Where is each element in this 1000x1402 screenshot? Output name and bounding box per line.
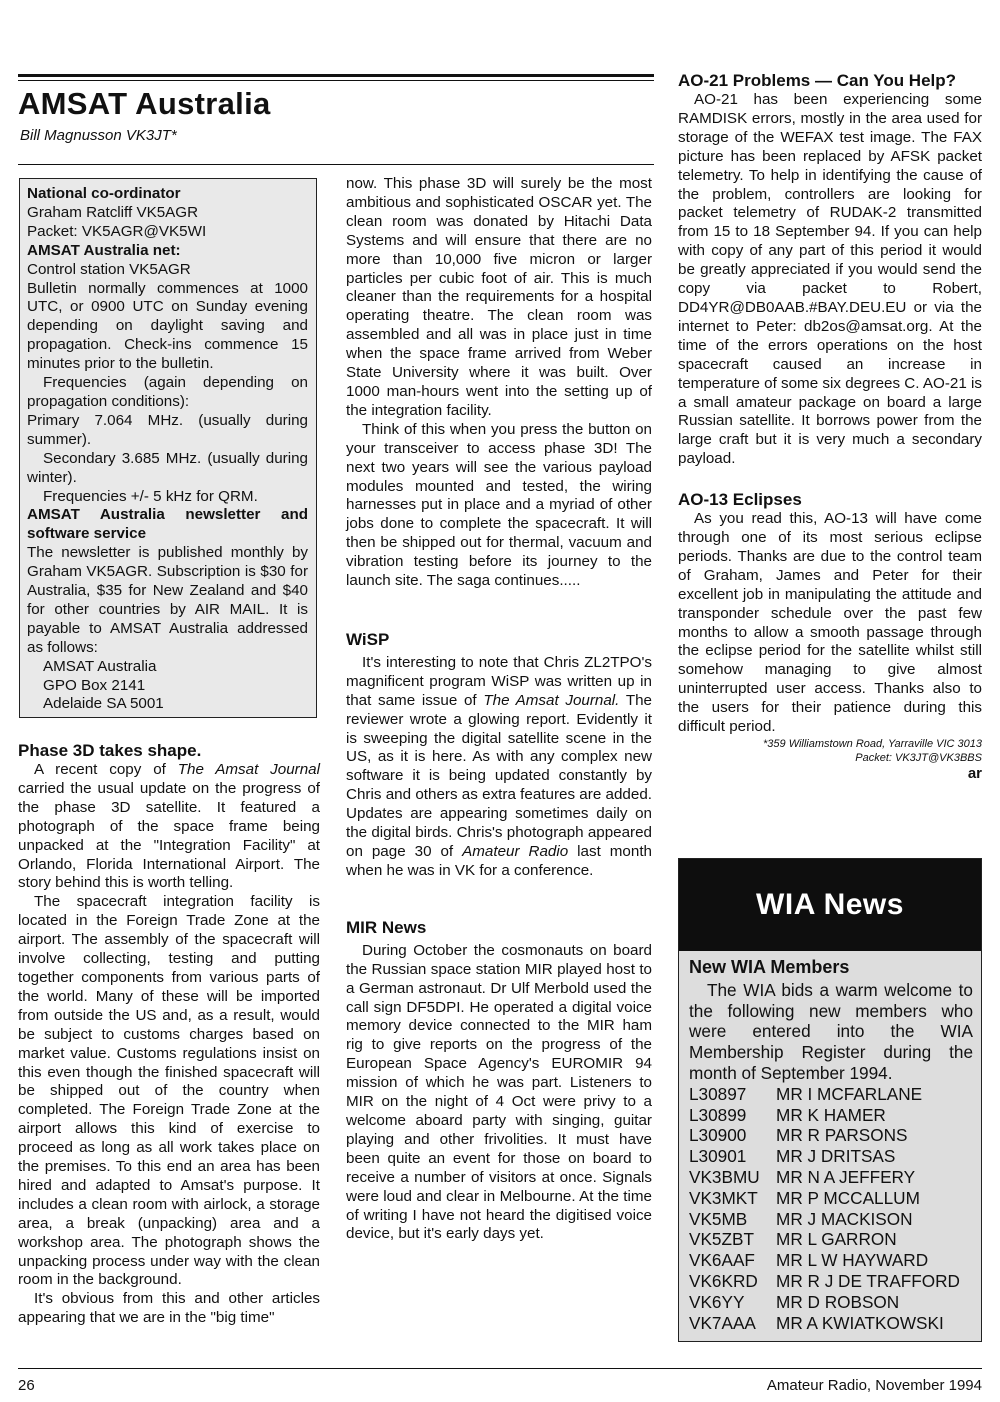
phase3d-article <box>18 740 320 1328</box>
mir-paragraph: During October the cosmonauts on board the Russian space station MIR played host to a German astronaut. Dr Ulf Merbold used the call sign DF5DPI. He operated a digital voice memory device connected to the MIR ham rig to give reports on the progress of the European Space Agency's EUROMIR 94 mission of which he was part. Listeners to MIR on the night of 4 Oct were privy to a welcome aboard party with singing, guitar playing and other frivolities. It must have been quite an event for those on board to receive a number of visitors at once. Signals were loud and clear in Melbourne. At the time of writing I have not heard the digitised voice device, but it's early days yet. <box>346 941 652 1243</box>
column-three <box>678 70 982 784</box>
footer-rule <box>18 1368 982 1369</box>
member-name: MR K HAMER <box>776 1104 886 1125</box>
newsletter-text: The newsletter is published monthly by Graham VK5AGR. Subscription is $30 for Australia, $35 for New Zealand and $40 for other countries by AIR MAIL. It is payable to AMSAT Australia addressed as follows: <box>27 544 308 656</box>
ao13-paragraph: As you read this, AO-13 will have come through one of its most serious eclipse periods. Thanks are due to the control team of Graham, James and Peter for their excellent job in manipulating the attitude and transponder schedule over the past few months to allow a smooth passage through the eclipse period for the satellite whilst still somehow managing to give almost uninterrupted user access. Thanks also to the users for their patience during this difficult period. <box>678 510 982 736</box>
wisp-paragraph: It's interesting to note that Chris ZL2TPO's magnificent program WiSP was written up in that same issue of The Amsat Journal. The reviewer wrote a glowing report. Evidently it is sweeping the digital satellite scene in the US, as it is here. As with any complex new software it is being updated constantly by Chris and others as extra features are added. Updates are appearing sometimes daily on the digital birds. Chris's photograph appeared on page 30 of Amateur Radio last month when he was in VK for a conference. <box>346 653 652 879</box>
footnote-packet: Packet: VK3JT@VK3BBS <box>855 752 982 764</box>
member-callsign: VK5MB <box>689 1208 748 1229</box>
wia-news-banner: WIA News <box>679 859 981 951</box>
phase3d-paragraph: The spacecraft integration facility is located in the Foreign Trade Zone at the airport. The assembly of the spacecraft will involve collecting, testing and putting together components from various parts of the world. Many of these will be imported from outside the US and, as a result, would be subject to customs charges based on market value. Customs regulations insist on this even though the finished spacecraft will be shipped out of the country when completed. The Foreign Trade Zone at the airport allows this kind of exercise to proceed as long as all work takes place on the premises. To this end an area has been hired and adapted to Amsat's purpose. It includes a clean room with airlock, a storage area, a break (unpacking) area and a workshop area. The photograph shows the unpacking process under way with the clean room in the background. <box>18 893 320 1289</box>
member-name: MR L GARRON <box>776 1229 897 1250</box>
member-callsign: L30901 <box>689 1146 747 1167</box>
title-rule <box>18 164 654 165</box>
control-station: Control station VK5AGR <box>27 260 191 278</box>
mir-heading: MIR News <box>346 917 427 937</box>
ao13-heading: AO-13 Eclipses <box>678 490 802 510</box>
secondary-frequency: Secondary 3.685 MHz. (usually during winter). <box>27 449 308 486</box>
member-row <box>689 1250 973 1271</box>
member-row <box>689 1084 973 1105</box>
member-list <box>689 1084 973 1334</box>
end-mark: ar <box>967 765 982 782</box>
header-rule-top <box>18 74 654 77</box>
national-heading: National co-ordinator <box>27 185 181 202</box>
member-name: MR A KWIATKOWSKI <box>776 1312 944 1333</box>
member-callsign: VK3MKT <box>689 1187 758 1208</box>
member-row <box>689 1271 973 1292</box>
page-title: AMSAT Australia <box>18 86 271 121</box>
primary-frequency: Primary 7.064 MHz. (usually during summer). <box>27 411 308 448</box>
coordinator: Graham Ratcliff VK5AGR <box>27 203 199 221</box>
frequency-intro: Frequencies (again depending on propagation conditions): <box>27 374 308 410</box>
phase3d-continuation: now. This phase 3D will surely be the most ambitious and sophisticated OSCAR yet. The clean room was donated by Hitachi Data Systems and will ensure that there are no more than 10,000 five micron or larger particles per cubic foot of air. This is much cleaner than the requirements for a hospital operating theatre. The clean room was assembled and all was in place just in time when the space frame arrived from Weber State University where it was built. Over 1000 man-hours went into the setting up of the integration facility. <box>346 175 652 419</box>
address-line: Adelaide SA 5001 <box>43 695 164 713</box>
address-line: GPO Box 2141 <box>43 676 146 694</box>
member-callsign: VK5ZBT <box>689 1229 754 1250</box>
member-row <box>689 1209 973 1230</box>
net-heading: AMSAT Australia net: <box>27 241 181 259</box>
qrm-note: Frequencies +/- 5 kHz for QRM. <box>43 487 258 505</box>
member-callsign: L30897 <box>689 1083 747 1104</box>
member-row <box>689 1188 973 1209</box>
phase3d-paragraph-continued: It's obvious from this and other articles appearing that we are in the "big time" <box>18 1290 320 1327</box>
member-name: MR J DRITSAS <box>776 1146 896 1167</box>
member-name: MR J MACKISON <box>776 1208 913 1229</box>
member-row <box>689 1313 973 1334</box>
wia-news-box <box>678 858 982 1342</box>
member-row <box>689 1125 973 1146</box>
member-callsign: VK3BMU <box>689 1166 760 1187</box>
member-callsign: VK6YY <box>689 1291 745 1312</box>
member-name: MR R PARSONS <box>776 1125 908 1146</box>
new-members-heading: New WIA Members <box>689 957 850 977</box>
newsletter-heading: AMSAT Australia newsletter and software service <box>27 506 308 543</box>
member-row <box>689 1105 973 1126</box>
wisp-heading: WiSP <box>346 629 390 649</box>
ao21-paragraph: AO-21 has been experiencing some RAMDISK errors, mostly in the area used for storage of the WEFAX test image. The FAX picture has been replaced by AFSK packet telemetry. To help in identifying the cause of the problem, controllers are looking for packet telemetry of RUDAK-2 transmitted from 15 to 18 September 94. If you can help with copy of any part of this period it would be greatly appreciated if you would send the copy via packet to Robert, DD4YR@DB0AAB.#BAY.DEU.EU or via the internet to Peter: db2os@amsat.org. At the time of the errors operations on the host spacecraft caused an increase in temperature of some six degrees C. AO-21 is a small amateur package on board a large Russian satellite. It borrows power from the large craft but it is very much a secondary payload. <box>678 91 982 468</box>
member-name: MR P MCCALLUM <box>776 1187 920 1208</box>
member-callsign: L30899 <box>689 1104 747 1125</box>
member-callsign: L30900 <box>689 1125 747 1146</box>
amsat-info-box <box>19 178 317 718</box>
new-members-intro: The WIA bids a warm welcome to the following new members who were entered into the WIA Membership Register during the month of September 1994. <box>689 979 973 1083</box>
member-name: MR L W HAYWARD <box>776 1250 929 1271</box>
bulletin-text: Bulletin normally commences at 1000 UTC, or 0900 UTC on Sunday evening depending on daylight saving and propagation. Check-ins commence 15 minutes prior to the bulletin. <box>27 279 308 373</box>
member-name: MR N A JEFFERY <box>776 1166 916 1187</box>
member-callsign: VK6KRD <box>689 1270 758 1291</box>
wia-news-body <box>689 957 973 1333</box>
header-rule-bottom <box>18 80 654 81</box>
phase3d-paragraph: A recent copy of The Amsat Journal carried the usual update on the progress of the phase 3D satellite. It featured a photograph of the space frame being unpacked at the "Integration Facility" at Orlando, Florida International Airport. The story behind this is worth telling. <box>18 761 320 892</box>
byline: Bill Magnusson VK3JT* <box>20 127 177 144</box>
phase3d-paragraph: Think of this when you press the button on your transceiver to access phase 3D! The next two years will see the various payload modules mounted and tested, the wiring harnesses put in place and a myriad of other jobs done to complete the spacecraft. It will then be shipped out for thermal, vacuum and vibration testing before its journey to the launch site. The saga continues..... <box>346 420 652 590</box>
member-callsign: VK6AAF <box>689 1250 755 1271</box>
member-row <box>689 1146 973 1167</box>
column-two <box>346 175 652 1244</box>
phase3d-heading: Phase 3D takes shape. <box>18 741 202 760</box>
coordinator-packet: Packet: VK5AGR@VK5WI <box>27 222 207 240</box>
member-row <box>689 1292 973 1313</box>
member-name: MR R J DE TRAFFORD <box>776 1270 960 1291</box>
address-line: AMSAT Australia <box>43 657 157 675</box>
footnote-address: *359 Williamstown Road, Yarraville VIC 3013 <box>763 738 982 750</box>
member-row <box>689 1229 973 1250</box>
publication-line: Amateur Radio, November 1994 <box>766 1377 982 1394</box>
member-callsign: VK7AAA <box>689 1312 756 1333</box>
ao21-heading: AO-21 Problems — Can You Help? <box>678 71 957 90</box>
member-name: MR D ROBSON <box>776 1291 900 1312</box>
member-name: MR I MCFARLANE <box>776 1083 923 1104</box>
page-number: 26 <box>18 1377 35 1394</box>
member-row <box>689 1167 973 1188</box>
